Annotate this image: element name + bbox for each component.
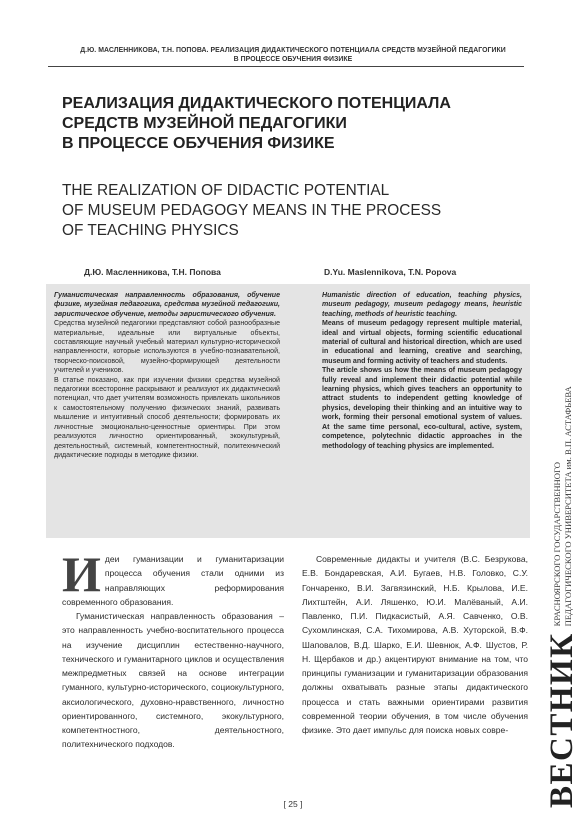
running-head-line-1: Д.Ю. МАСЛЕННИКОВА, Т.Н. ПОПОВА. РЕАЛИЗАЦИЯ ДИДАКТИЧЕСКОГО ПОТЕНЦИАЛА СРЕДСТВ МУЗЕЙНОЙ ПЕДАГОГИКИ (80, 47, 506, 54)
abstract-ru-paragraph-1: Средства музейной педагогики представляют собой разнообразные материальные, идеальные или виртуальные объекты, составляющие научный учебный материал культурно-исторической направленности, которые используются в учебно-познавательной, творческо-поисковой, музейно-формирующей деятельности учителей и учеников. (54, 320, 280, 375)
authors-en: D.Yu. Maslennikova, T.N. Popova (324, 267, 457, 277)
journal-masthead (530, 330, 586, 810)
body-column-right (302, 552, 528, 737)
body-paragraph-3: Современные дидакты и учителя (В.С. Безрукова, Е.В. Бондаревская, А.И. Бугаев, Н.В. Головко, С.У. Гончаренко, В.И. Загвязинский, Н.Б. Крылова, И.Е. Лихтштейн, А.И. Ляшенко, Ю.И. Малёваный, А.И. Павленко, П.И. Пидкасистый, А.Я. Савченко, О.В. Сухомлинская, С.А. Тихомирова, А.В. Хуторской, В.Ф. Шаповалов, В.Д. Шарко, Е.И. Шевнюк, А.Ф. Шустов, Р. Н. Щербаков и др.) акцентируют внимание на том, что принципы гуманизации и гуманитаризации образования должны охватывать разные этапы дидактического процесса и стать важными ориентирами развития современной теории обучения, в том числе обучения физике. Это дает импульс для поиска новых совре- (302, 554, 528, 735)
header-divider (48, 66, 524, 67)
publisher-line-1: КРАСНОЯРСКОГО ГОСУДАРСТВЕННОГО (552, 462, 562, 627)
article-title-ru (62, 94, 492, 154)
journal-publisher (552, 386, 573, 626)
abstract-ru (54, 291, 280, 460)
page-number: [ 25 ] (283, 799, 303, 809)
title-en-line-1: THE REALIZATION OF DIDACTIC POTENTIAL (62, 182, 390, 199)
abstract-en-paragraph-1: Means of museum pedagogy represent multiple material, ideal and virtual objects, forming scientific educational material of cultural and historical direction, which are used in educational and learning, creative and searching, museum and forming activity of teachers and students. (322, 320, 522, 365)
journal-name: ВЕСТНИК (544, 632, 580, 808)
body-paragraph-1 (62, 546, 284, 609)
body-paragraph-1-text: деи гуманизации и гуманитаризации процесса обучения стали одними из направляющих реформирования современного образования. (62, 554, 284, 607)
title-en-line-2: OF MUSEUM PEDAGOGY MEANS IN THE PROCESS (62, 202, 442, 219)
abstract-en (322, 291, 522, 451)
keywords-ru: Гуманистическая направленность образования, обучение физике, музейная педагогика, средства музейной педагогики, эвристическое обучение, методы эвристического обучения. (54, 292, 280, 318)
article-title-en (62, 181, 492, 241)
running-head (0, 46, 586, 64)
abstract-ru-paragraph-2: В статье показано, как при изучении физики средства музейной педагогики всесторонне раскрывают и реализуют их дидактический потенциал, что дает учителям возможность привлекать школьников к самостоятельному получению физических знаний, развивать мышление и интуитивный способ деятельности; формировать их личностные эмоционально-ценностные ориентиры. При этом реализуются личностно ориентированный, экокультурный, деятельностный, системный, компетентностный, политехнический дидактические подходы в методике физики. (54, 376, 280, 459)
title-ru-line-2: СРЕДСТВ МУЗЕЙНОЙ ПЕДАГОГИКИ (62, 115, 347, 132)
keywords-en: Humanistic direction of education, teaching physics, museum pedagogy, museum pedagogy means, heuristic teaching, methods of heuristic teaching. (322, 292, 522, 318)
title-en-line-3: OF TEACHING PHYSICS (62, 222, 239, 239)
body-paragraph-2: Гуманистическая направленность образования – это направленность учебно-воспитательного процесса на изучение дисциплин естественно-научного, технического и гуманитарного циклов и осуществления межпредметных связей на основе интеграции гуманного, культурно-исторического, социокультурного, аксиологического, духовно-нравственного, личностно ориентированного, системного, экокультурного, компетентностного, деятельностного, политехнического подходов. (62, 611, 284, 750)
abstract-en-paragraph-2: The article shows us how the means of museum pedagogy fully reveal and implement their didactic potential while learning physics, which gives teachers an opportunity to attract students to independent getting knowledge of physics, developing their thinking and an intuitive way to work, forming their personal emotional system of values. At the same time personal, eco-cultural, active, system, competence, polytechnic didactic approaches in the methodology of teaching physics are implemented. (322, 367, 522, 450)
body-column-left (62, 546, 284, 752)
authors-ru: Д.Ю. Масленникова, Т.Н. Попова (84, 267, 221, 277)
running-head-line-2: В ПРОЦЕССЕ ОБУЧЕНИЯ ФИЗИКЕ (233, 56, 353, 63)
publisher-line-2: ПЕДАГОГИЧЕСКОГО УНИВЕРСИТЕТА им. В.П. АСТАФЬЕВА (562, 386, 573, 627)
title-ru-line-1: РЕАЛИЗАЦИЯ ДИДАКТИЧЕСКОГО ПОТЕНЦИАЛА (62, 95, 451, 112)
drop-cap: И (62, 546, 101, 602)
title-ru-line-3: В ПРОЦЕССЕ ОБУЧЕНИЯ ФИЗИКЕ (62, 135, 335, 152)
